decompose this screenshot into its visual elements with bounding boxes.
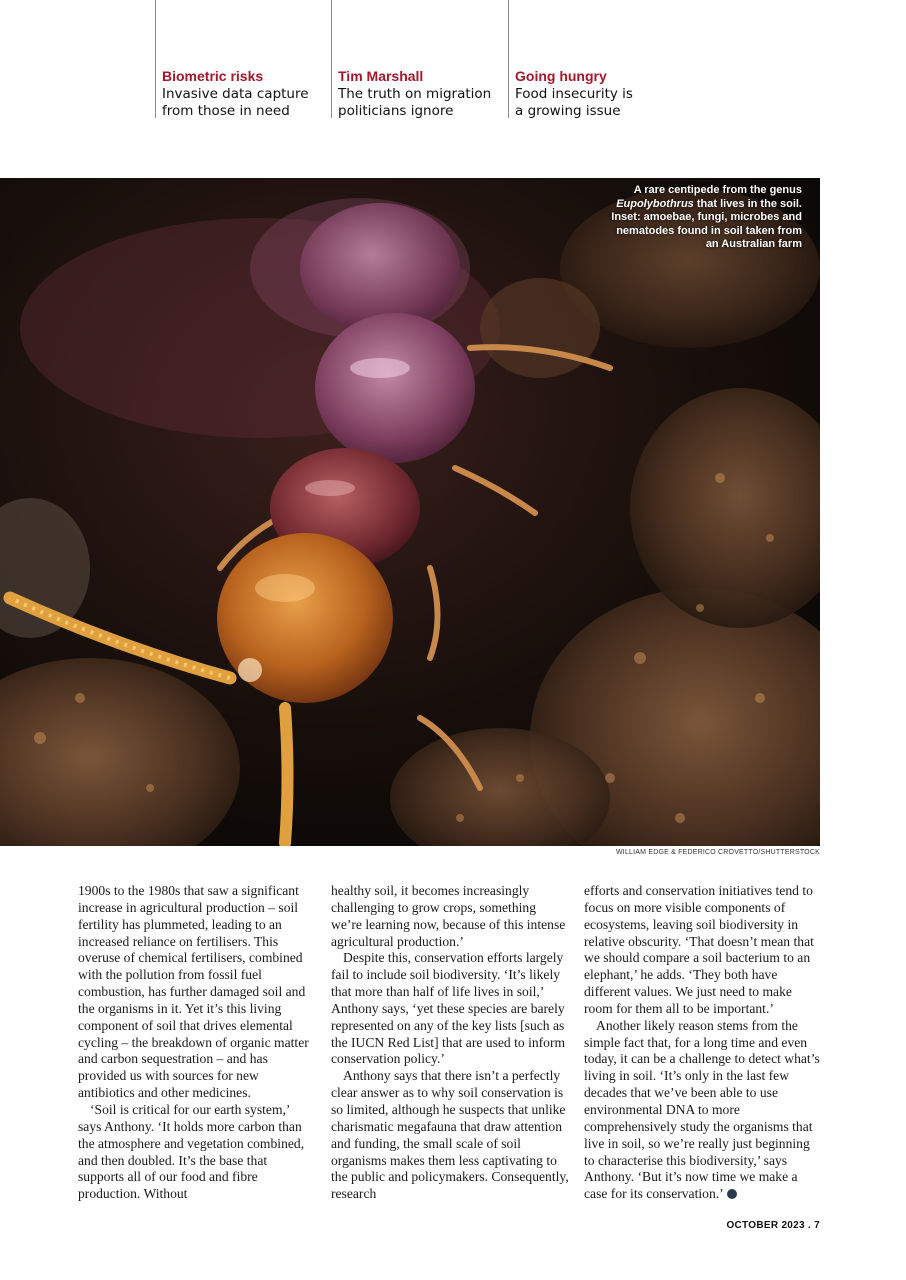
teaser-text: Invasive data capture from those in need [162, 86, 309, 119]
teaser-title: Tim Marshall [338, 68, 424, 84]
teaser-biometric-risks[interactable] [155, 0, 331, 118]
centipede-photo [0, 178, 820, 846]
paragraph: 1900s to the 1980s that saw a significant increase in agricultural production – soil fertility has plummeted, leading to an increased reliance on fertilisers. This overuse of chemical fertilisers, combined with the pollution from fossil fuel combustion, has further damaged soil and the organisms in it. Yet it’s this living component of soil that drives elemental cycling – the breakdown of organic matter and carbon sequestration – and has provided us with sources for new antibiotics and other medicines. [78, 883, 309, 1101]
article-column-3 [584, 883, 822, 1203]
teaser-tim-marshall[interactable] [331, 0, 507, 118]
teaser-going-hungry[interactable] [508, 0, 684, 118]
paragraph: Despite this, conservation efforts largely fail to include soil biodiversity. ‘It’s likely that more than half of life lives in soil,’ Anthony says, ‘yet these species are barely represented on any of the key lists [such as the IUCN Red List] that are used to inform conservation policy.’ [331, 950, 566, 1067]
end-mark-icon [727, 1189, 737, 1199]
paragraph: healthy soil, it becomes increasingly challenging to grow crops, something we’re learning now, because of this intense agricultural production.’ [331, 883, 566, 949]
teaser-title: Biometric risks [162, 68, 264, 84]
paragraph: Another likely reason stems from the simple fact that, for a long time and even today, it can be a challenge to detect what’s living in soil. ‘It’s only in the last few decades that we’ve been able to use environmental DNA to more comprehensively study the organisms that live in soil, so we’re really just beginning to characterise this biodiversity,’ says Anthony. ‘But it’s now time we make a case for its conservation.’ [584, 1017, 820, 1202]
paragraph: Anthony says that there isn’t a perfectly clear answer as to why soil conservation is so limited, although he suspects that unlike charismatic megafauna that draw attention and funding, the small scale of soil organisms makes them less captivating to the public and policymakers. Consequently, research [331, 1068, 569, 1202]
photo-credit: WILLIAM EDGE & FEDERICO CROVETTO/SHUTTERSTOCK [616, 849, 820, 856]
page-folio: OCTOBER 2023 . 7 [726, 1220, 820, 1231]
paragraph: efforts and conservation initiatives tend to focus on more visible components of ecosystems, leaving soil biodiversity in relative obscurity. ‘That doesn’t mean that we should compare a soil bacterium to an elephant,’ he adds. ‘They both have different values. We just need to make room for them all to be important.’ [584, 883, 814, 1016]
photo-caption: A rare centipede from the genus Eupolybothrus that lives in the soil. Inset: amoebae, fungi, microbes and nematodes found in soil taken from an Australian farm [611, 184, 802, 251]
teaser-title: Going hungry [515, 68, 607, 84]
caption-genus: Eupolybothrus [616, 197, 694, 210]
article-column-1 [78, 883, 316, 1203]
article-column-2 [331, 883, 569, 1203]
paragraph: ‘Soil is critical for our earth system,’ says Anthony. ‘It holds more carbon than the atmosphere and vegetation combined, and then doubled. It’s the base that supports all of our food and fibre production. Without [78, 1101, 305, 1202]
teaser-text: Food insecurity is a growing issue [515, 86, 633, 119]
teaser-text: The truth on migration politicians ignore [338, 86, 492, 119]
centipede-illustration [0, 178, 820, 846]
